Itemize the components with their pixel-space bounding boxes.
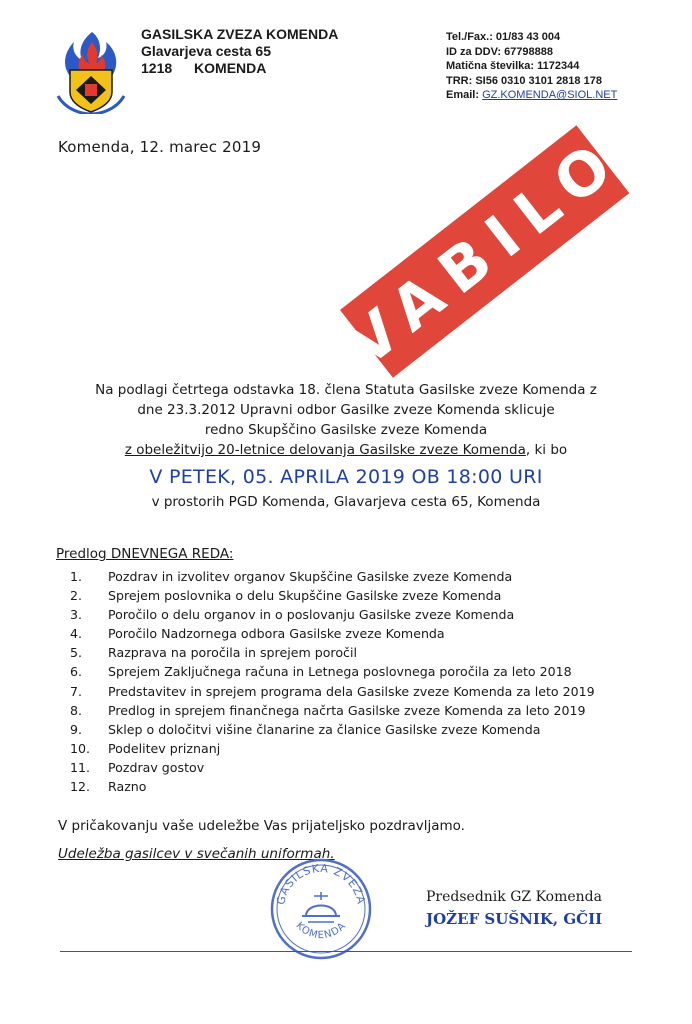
closing-greeting: V pričakovanju vaše udeležbe Vas prijateljsko pozdravljamo.: [58, 818, 465, 834]
agenda-item-text: Poročilo Nadzornega odbora Gasilske zveze Komenda: [108, 626, 445, 642]
agenda-item-text: Pozdrav gostov: [108, 759, 205, 775]
official-seal: [268, 856, 374, 962]
agenda-item-text: Predlog in sprejem finančnega načrta Gasilske zveze Komenda za leto 2019: [108, 702, 586, 718]
uniform-note: Udeležba gasilcev v svečanih uniformah.: [58, 846, 335, 862]
agenda-item-number: 12.: [70, 779, 91, 795]
agenda-title: Predlog DNEVNEGA REDA:: [56, 546, 234, 562]
agenda-item-text: Sprejem poslovnika o delu Skupščine Gasilske zveze Komenda: [108, 588, 502, 604]
anniversary-note: z obeležitvijo 20-letnice delovanja Gasilske zveze Komenda: [124, 442, 526, 458]
event-venue: v prostorih PGD Komenda, Glavarjeva cesta 65, Komenda: [151, 494, 541, 510]
intro-line-4-tail: , ki bo: [525, 442, 568, 458]
intro-line-1: Na podlagi četrtega odstavka 18. člena Statuta Gasilske zveze Komenda z: [95, 382, 597, 398]
agenda-item-number: 9.: [70, 721, 83, 737]
vabilo-stamp: [333, 122, 636, 381]
agenda-item-text: Predstavitev in sprejem programa dela Gasilske zveze Komenda za leto 2019: [108, 683, 595, 699]
intro-line-3: redno Skupščino Gasilske zveze Komenda: [204, 422, 488, 438]
vabilo-stamp-text: VABILO: [333, 122, 636, 381]
document-date: Komenda, 12. marec 2019: [58, 138, 262, 156]
intro-paragraph: [40, 380, 652, 460]
agenda-item-text: Razno: [108, 779, 147, 795]
agenda-item-number: 8.: [70, 702, 83, 718]
contact-block: [446, 30, 617, 103]
agenda-item-text: Sklep o določitvi višine članarine za članice Gasilske zveze Komenda: [108, 721, 541, 737]
contact-ddv: ID za DDV: 67798888: [446, 45, 554, 58]
agenda-item-number: 3.: [70, 607, 83, 623]
footer-divider: [60, 951, 632, 952]
agenda-item-number: 11.: [70, 759, 91, 775]
contact-maticna: Matična številka: 1172344: [446, 60, 580, 73]
event-datetime: V PETEK, 05. APRILA 2019 OB 18:00 URI: [149, 466, 543, 488]
agenda-item-text: Sprejem Zaključnega računa in Letnega poslovnega poročila za leto 2018: [108, 664, 572, 680]
svg-text:GASILSKA ZVEZA: GASILSKA ZVEZA: [274, 861, 368, 906]
agenda-item-number: 5.: [70, 645, 83, 661]
contact-tel: Tel./Fax.: 01/83 43 004: [446, 31, 561, 43]
agenda-item-text: Poročilo o delu organov in o poslovanju Gasilske zveze Komenda: [108, 607, 515, 623]
contact-trr: TRR: SI56 0310 3101 2818 178: [446, 74, 602, 87]
svg-text:KOMENDA: KOMENDA: [293, 920, 349, 942]
contact-email-row: [446, 88, 617, 103]
agenda-item-text: Pozdrav in izvolitev organov Skupščine Gasilske zveze Komenda: [108, 569, 513, 584]
intro-line-2: dne 23.3.2012 Upravni odbor Gasilke zveze Komenda sklicuje: [137, 402, 555, 418]
signatory-title: Predsednik GZ Komenda: [426, 889, 602, 905]
signatory-name: JOŽEF SUŠNIK, GČII: [426, 910, 603, 928]
agenda-item-number: 7.: [70, 683, 83, 699]
agenda-item-number: 2.: [70, 588, 83, 604]
contact-email-link[interactable]: GZ.KOMENDA@SIOL.NET: [482, 89, 618, 102]
agenda-item-number: 4.: [70, 626, 83, 642]
agenda-item-text: Podelitev priznanj: [108, 740, 221, 756]
contact-email-label: Email:: [446, 89, 480, 102]
intro-line-4: [40, 440, 652, 460]
organization-name: GASILSKA ZVEZA KOMENDA: [141, 26, 339, 42]
agenda-item-number: 1.: [70, 569, 83, 584]
agenda-item-number: 10.: [70, 740, 91, 756]
agenda-item-number: 6.: [70, 664, 83, 680]
organization-city: 1218 KOMENDA: [141, 60, 267, 76]
organization-logo: [52, 26, 130, 114]
agenda-item-text: Razprava na poročila in sprejem poročil: [108, 645, 357, 661]
organization-address: Glavarjeva cesta 65: [141, 43, 271, 59]
